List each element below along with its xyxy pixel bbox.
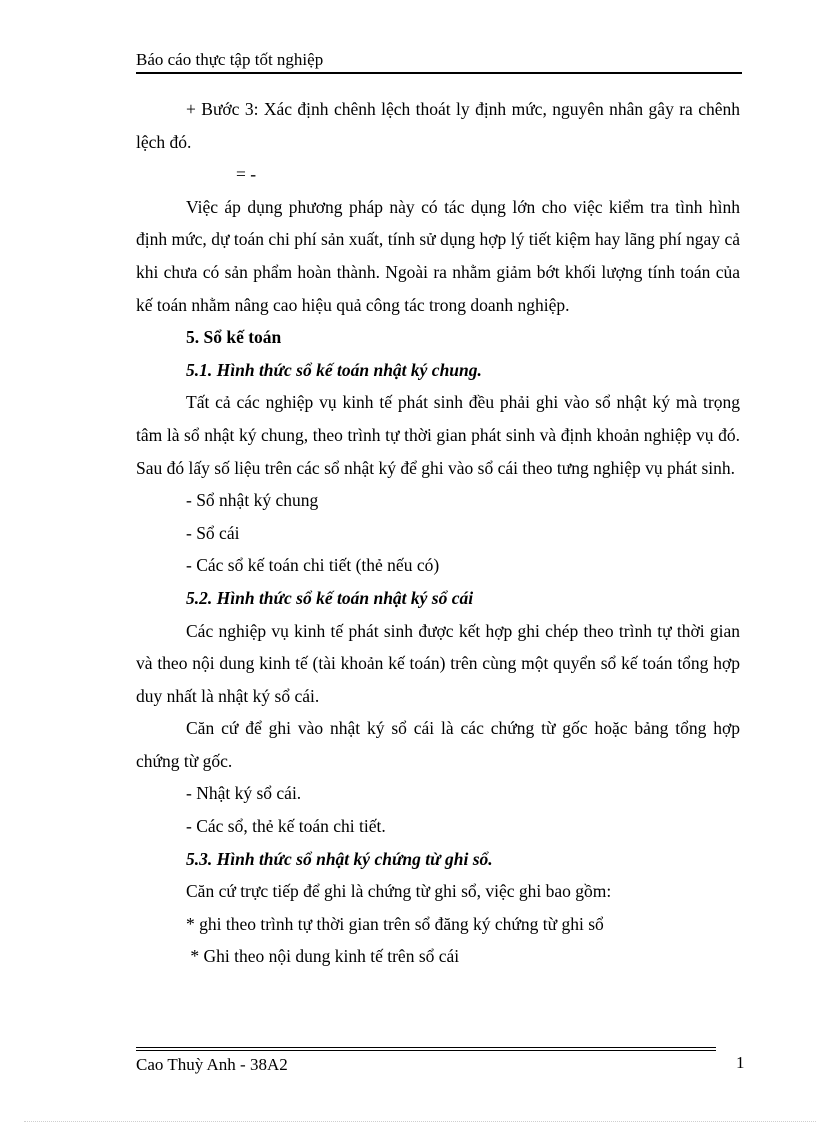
step-3-paragraph: + Bước 3: Xác định chênh lệch thoát ly định mức, nguyên nhân gây ra chênh lệch đó. — [136, 99, 740, 152]
section-5-heading: 5. Sổ kế toán — [186, 327, 282, 348]
section-5-1-heading: 5.1. Hình thức sổ kế toán nhật ký chung. — [186, 359, 482, 380]
footer-rule — [136, 1047, 716, 1048]
section-5-3-paragraph: Căn cứ trực tiếp để ghi là chứng từ ghi sổ, việc ghi bao gồm: — [186, 881, 612, 902]
list-item: - Các sổ, thẻ kế toán chi tiết. — [186, 816, 386, 837]
footer-rule — [136, 1050, 716, 1051]
equation-line: = - — [236, 164, 257, 185]
header-rule — [136, 72, 742, 74]
section-5-1-paragraph: Tất cả các nghiệp vụ kinh tế phát sinh đều phải ghi vào sổ nhật ký mà trọng tâm là sổ nhật ký chung, theo trình tự thời gian phát sinh và định khoản nghiệp vụ đó. Sau đó lấy số liệu trên các sổ nhật ký để ghi vào sổ cái theo tưng nghiệp vụ phát sinh. — [136, 392, 740, 478]
list-item: - Sổ cái — [186, 522, 240, 543]
list-item: - Sổ nhật ký chung — [186, 490, 319, 511]
method-paragraph: Việc áp dụng phương pháp này có tác dụng lớn cho việc kiểm tra tình hình định mức, dự toán chi phí sản xuất, tính sử dụng hợp lý tiết kiệm hay lãng phí ngay cả khi chưa có sản phẩm hoàn thành. Ngoài ra nhằm giảm bớt khối lượng tính toán của kế toán nhằm nâng cao hiệu quả công tác trong doanh nghiệp. — [136, 196, 740, 315]
section-5-2-paragraph-a: Các nghiệp vụ kinh tế phát sinh được kết hợp ghi chép theo trình tự thời gian và theo nội dung kinh tế (tài khoản kế toán) trên cùng một quyển sổ kế toán tổng hợp duy nhất là nhật ký sổ cái. — [136, 620, 740, 706]
footer-author: Cao Thuỳ Anh - 38A2 — [136, 1055, 288, 1074]
document-body — [136, 93, 740, 973]
section-5-2-paragraph-b: Căn cứ để ghi vào nhật ký sổ cái là các chứng từ gốc hoặc bảng tổng hợp chứng từ gốc. — [136, 718, 740, 771]
section-5-3-heading: 5.3. Hình thức sổ nhật ký chứng từ ghi sổ. — [186, 848, 493, 869]
section-5-2-heading: 5.2. Hình thức sổ kế toán nhật ký sổ cái — [186, 587, 474, 608]
list-item: * ghi theo trình tự thời gian trên sổ đăng ký chứng từ ghi sổ — [186, 913, 604, 934]
list-item: - Nhật ký sổ cái. — [186, 783, 302, 804]
page-header — [136, 49, 742, 74]
page-edge-divider — [24, 1121, 816, 1122]
list-item: * Ghi theo nội dung kinh tế trên sổ cái — [186, 946, 460, 967]
list-item: - Các sổ kế toán chi tiết (thẻ nếu có) — [186, 555, 440, 576]
header-title: Báo cáo thực tập tốt nghiệp — [136, 50, 324, 69]
page-number: 1 — [736, 1053, 745, 1072]
